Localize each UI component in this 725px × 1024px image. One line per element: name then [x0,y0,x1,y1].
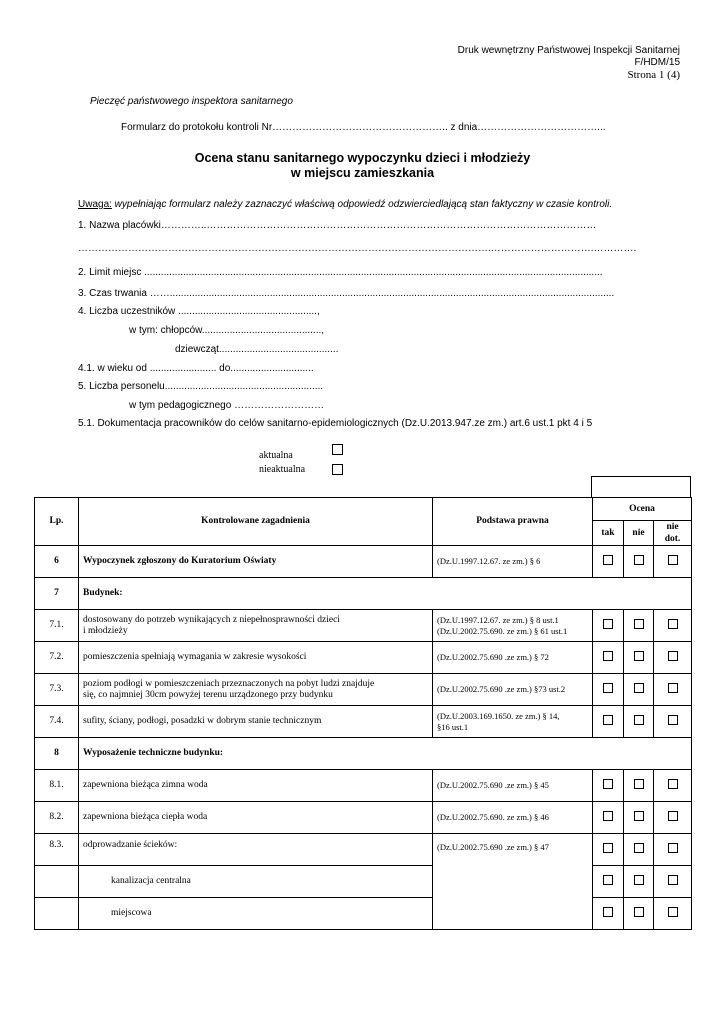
row-topic [79,674,433,706]
table-row [35,898,692,930]
row-topic-line1: dostosowany do potrzeb wynikających z niepełnosprawności dzieci [83,614,340,625]
row-na-checkbox[interactable] [668,875,678,885]
row-legal-basis [433,610,593,642]
stamp-placeholder: Pieczęć państwowego inspektora sanitarnego [90,96,293,107]
row-no-checkbox[interactable] [634,651,644,661]
form-reference: Formularz do protokołu kontroli Nr…………………………………………….. z dnia………………………………... [121,122,606,133]
table-row [35,866,692,898]
header-form-source: Druk wewnętrzny Państwowej Inspekcji Sanitarnej [457,45,680,56]
row-topic: zapewniona bieżąca ciepła woda [79,802,433,834]
header-legal-basis: Podstawa prawna [433,498,593,546]
row-topic: kanalizacja centralna [79,866,433,898]
row-yes-checkbox[interactable] [603,683,613,693]
row-yes-checkbox[interactable] [603,651,613,661]
field-boys: w tym: chłopców..........................................., [129,325,325,336]
doc-status-outdated-label: nieaktualna [259,464,306,475]
table-row [35,546,692,578]
row-legal-basis [433,706,593,738]
doc-status-current-checkbox[interactable] [332,444,343,455]
header-na-line2: dot. [664,534,681,544]
field-duration: 3. Czas trwania ……................................................................................................................................................................ [78,288,615,299]
inspection-table [34,497,692,930]
row-no-checkbox[interactable] [634,779,644,789]
row-no-checkbox[interactable] [634,875,644,885]
row-no-checkbox[interactable] [634,715,644,725]
row-lp: 8.1. [35,770,79,802]
field-facility-name-cont: …………………………………………………………………………………………………………….………………………….…………. [78,243,637,254]
row-no-checkbox[interactable] [634,843,644,853]
page-subtitle: w miejscu zamieszkania [290,166,435,180]
row-topic-line1: poziom podłogi w pomieszczeniach przeznaczonych na pobyt ludzi znajduje [83,678,375,689]
row-legal-line1: (Dz.U.2003.169.1650. ze zm.) § 14, [437,710,560,721]
row-legal-line2: §16 ust.1 [437,721,469,732]
header-na-line1: nie [666,522,679,532]
row-na-checkbox[interactable] [668,683,678,693]
table-row [35,802,692,834]
field-facility-name: 1. Nazwa placówki…………..……………………………………………………………………………………………………… [78,220,597,231]
row-topic: Wyposażenie techniczne budynku: [79,738,692,770]
row-lp: 7.3. [35,674,79,706]
row-na-checkbox[interactable] [668,843,678,853]
row-topic: odprowadzanie ścieków: [79,834,433,866]
page-title: Ocena stanu sanitarnego wypoczynku dzieci i młodzieży [194,151,531,165]
table-header-row [35,498,692,521]
row-topic-line2: się, co najmniej 30cm powyżej terenu urządzonego przy budynku [83,689,333,700]
row-legal-basis: (Dz.U.2002.75.690. ze zm.) § 46 [433,802,593,834]
row-no-checkbox[interactable] [634,683,644,693]
table-section-row [35,578,692,610]
table-section-row [35,738,692,770]
header-page-number: Strona 1 (4) [627,69,680,81]
note [78,199,612,210]
row-yes-checkbox[interactable] [603,715,613,725]
row-topic: miejscowa [79,898,433,930]
row-yes-checkbox[interactable] [603,619,613,629]
row-legal-basis: (Dz.U.1997.12.67. ze zm.) § 6 [433,546,593,578]
table-row [35,610,692,642]
row-na-checkbox[interactable] [668,555,678,565]
row-lp: 7.1. [35,610,79,642]
row-legal-basis: (Dz.U.2002.75.690 .ze zm.) § 72 [433,642,593,674]
row-topic [79,610,433,642]
row-no-checkbox[interactable] [634,907,644,917]
row-na-checkbox[interactable] [668,651,678,661]
row-topic: sufity, ściany, podłogi, posadzki w dobrym stanie technicznym [79,706,433,738]
table-row [35,674,692,706]
header-lp: Lp. [35,498,79,546]
row-yes-checkbox[interactable] [603,907,613,917]
table-row [35,706,692,738]
table-row [35,770,692,802]
row-legal-basis: (Dz.U.2002.75.690 .ze zm.) §73 ust.2 [433,674,593,706]
table-row [35,834,692,866]
row-na-checkbox[interactable] [668,715,678,725]
row-topic-line2: i młodzieży [83,625,128,636]
row-na-checkbox[interactable] [668,779,678,789]
row-lp: 7.4. [35,706,79,738]
header-form-code: F/HDM/15 [634,57,680,68]
row-yes-checkbox[interactable] [603,875,613,885]
field-participants: 4. Liczba uczestników .................................................., [78,306,320,317]
row-topic: Wypoczynek zgłoszony do Kuratorium Oświaty [79,546,433,578]
header-yes: tak [593,521,624,546]
field-pedagogical-staff: w tym pedagogicznego ……………………… [129,400,325,411]
doc-status-outdated-checkbox[interactable] [332,464,343,475]
row-no-checkbox[interactable] [634,619,644,629]
row-topic: pomieszczenia spełniają wymagania w zakresie wysokości [79,642,433,674]
header-topic: Kontrolowane zagadnienia [79,498,433,546]
row-lp: 7 [35,578,79,610]
header-no: nie [624,521,654,546]
row-legal-basis: (Dz.U.2002.75.690 .ze zm.) § 45 [433,770,593,802]
field-girls: dziewcząt........................................... [175,344,339,355]
row-no-checkbox[interactable] [634,811,644,821]
row-topic: zapewniona bieżąca zimna woda [79,770,433,802]
row-na-checkbox[interactable] [668,619,678,629]
field-staff: 5. Liczba personelu......................................................... [78,381,324,392]
table-row [35,642,692,674]
row-yes-checkbox[interactable] [603,811,613,821]
field-places-limit: 2. Limit miejsc ..................................................................................................................................................................... [78,267,603,278]
doc-status-current-label: aktualna [259,450,293,461]
note-label: Uwaga: [78,199,112,210]
header-rating: Ocena [593,498,692,521]
row-legal-basis: (Dz.U.2002.75.690 .ze zm.) § 47 [433,834,593,930]
row-topic: Budynek: [79,578,692,610]
row-lp: 7.2. [35,642,79,674]
row-lp: 8.3. [35,834,79,866]
row-na-checkbox[interactable] [668,907,678,917]
note-text: wypełniając formularz należy zaznaczyć właściwą odpowiedź odzwierciedlającą stan faktyczny w czasie kontroli. [111,199,613,210]
rating-header-extension [591,476,691,497]
row-legal-line2: (Dz.U.2002.75.690. ze zm.) § 61 ust.1 [437,625,568,636]
row-no-checkbox[interactable] [634,555,644,565]
row-lp: 8 [35,738,79,770]
row-lp: 6 [35,546,79,578]
header-not-applicable [654,521,692,546]
row-yes-checkbox[interactable] [603,843,613,853]
field-age-range: 4.1. w wieku od ........................ do.............................. [78,363,314,374]
row-legal-line1: (Dz.U.1997.12.67. ze zm.) § 8 ust.1 [437,614,559,625]
field-staff-documentation: 5.1. Dokumentacja pracowników do celów sanitarno-epidemiologicznych (Dz.U.2013.947.ze zm.) art.6 ust.1 pkt 4 i 5 [78,418,593,429]
row-lp: 8.2. [35,802,79,834]
row-yes-checkbox[interactable] [603,779,613,789]
row-na-checkbox[interactable] [668,811,678,821]
row-yes-checkbox[interactable] [603,555,613,565]
